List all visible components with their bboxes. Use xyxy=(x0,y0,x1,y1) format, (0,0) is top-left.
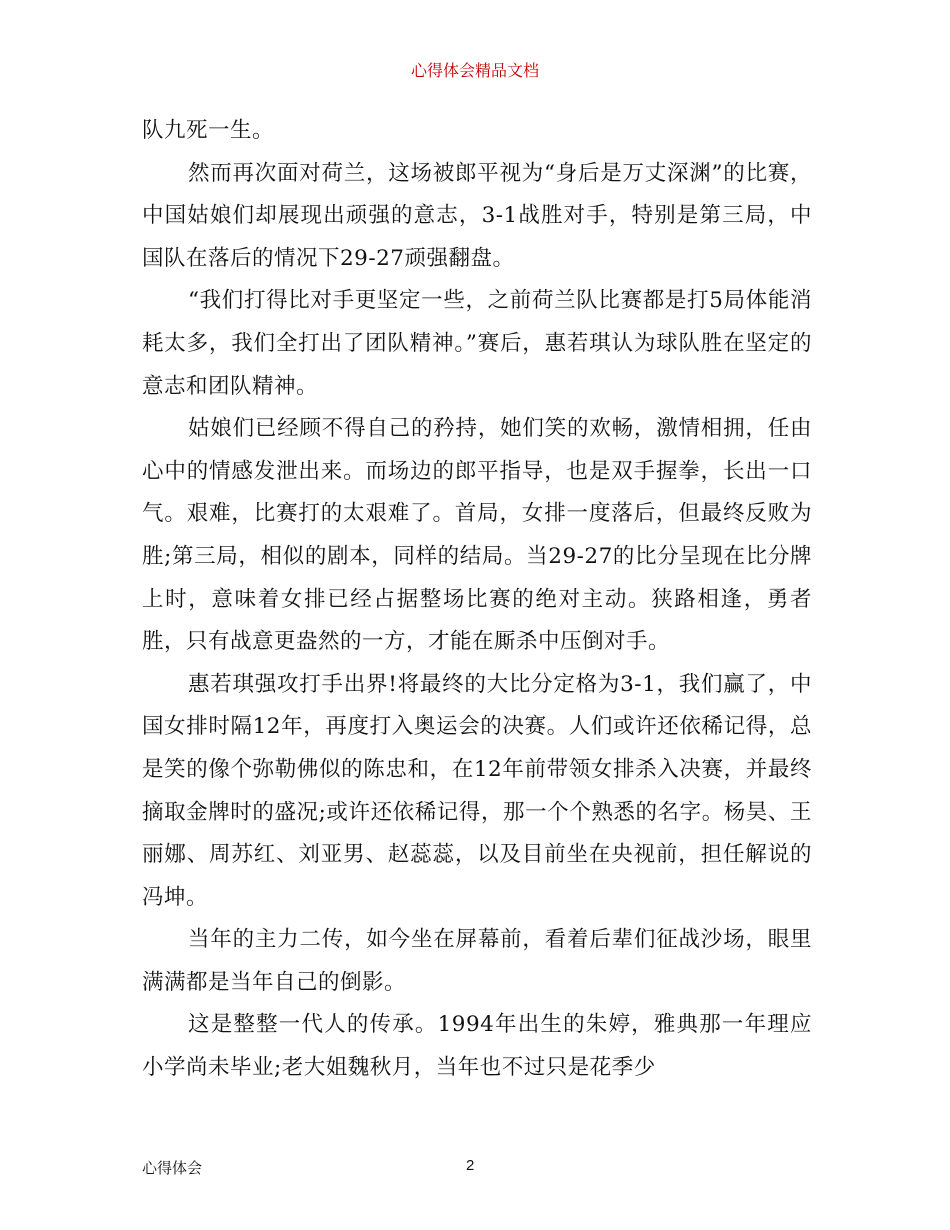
page-number: 2 xyxy=(466,1157,475,1174)
paragraph-6: 当年的主力二传，如今坐在屏幕前，看着后辈们征战沙场，眼里满满都是当年自己的倒影。 xyxy=(142,927,812,995)
paragraph-5: 惠若琪强攻打手出界!将最终的大比分定格为3-1，我们赢了，中国女排时隔12年，再度打入奥运会的决赛。人们或许还依稀记得，总是笑的像个弥勒佛似的陈忠和，在12年前带领女排杀入决赛，并最终摘取金牌时的盛况;或许还依稀记得，那一个个熟悉的名字。杨昊、王丽娜、周苏红、刘亚男、赵蕊蕊，以及目前坐在央视前，担任解说的冯坤。 xyxy=(142,671,812,910)
paragraph-4: 姑娘们已经顾不得自己的矜持，她们笑的欢畅，激情相拥，任由心中的情感发泄出来。而场边的郎平指导，也是双手握拳，长出一口气。艰难，比赛打的太艰难了。首局，女排一度落后，但最终反败为胜;第三局，相似的剧本，同样的结局。当29-27的比分呈现在比分牌上时，意味着女排已经占据整场比赛的绝对主动。狭路相逢，勇者胜，只有战意更盎然的一方，才能在厮杀中压倒对手。 xyxy=(142,416,812,655)
document-body xyxy=(142,110,812,1090)
paragraph-2: 然而再次面对荷兰，这场被郎平视为“身后是万丈深渊”的比赛，中国姑娘们却展现出顽强的意志，3-1战胜对手，特别是第三局，中国队在落后的情况下29-27顽强翻盘。 xyxy=(142,160,812,271)
paragraph-3: “我们打得比对手更坚定一些，之前荷兰队比赛都是打5局体能消耗太多，我们全打出了团队精神。”赛后，惠若琪认为球队胜在坚定的意志和团队精神。 xyxy=(142,288,812,399)
footer-label: 心得体会 xyxy=(142,1159,203,1177)
paragraph-1: 队九死一生。 xyxy=(142,118,275,143)
page-header-title: 心得体会精品文档 xyxy=(410,61,539,80)
paragraph-7: 这是整整一代人的传承。1994年出生的朱婷，雅典那一年理应小学尚未毕业;老大姐魏秋月，当年也不过只是花季少 xyxy=(142,1012,812,1081)
